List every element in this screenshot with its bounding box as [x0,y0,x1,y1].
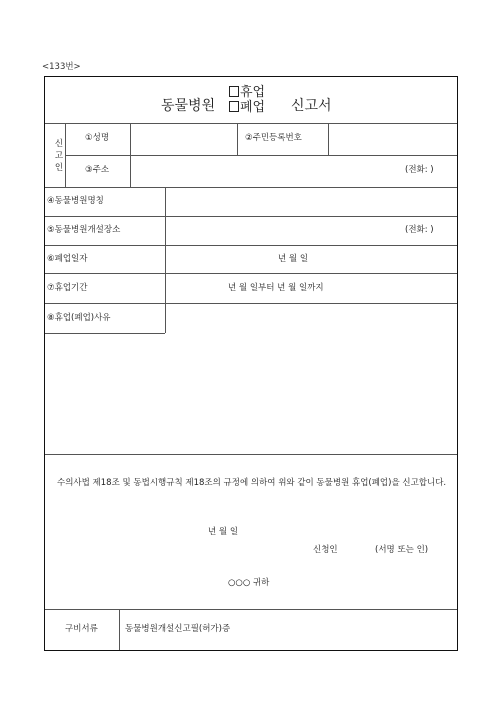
hospital-phone: (전화: ) [405,225,434,235]
resident-no-label: ②주민등록번호 [245,133,302,143]
recipient: ○○○ 귀하 [228,578,270,588]
name-field[interactable] [131,124,236,154]
rule [45,273,457,274]
option-suspension-label: 휴업 [240,85,266,100]
rule [65,123,66,187]
suspension-period-label: ⑦휴업기간 [47,283,88,293]
title-option-suspension[interactable] [229,85,265,100]
hospital-location-label: ⑤동물병원개설장소 [47,225,121,235]
declaration-date[interactable]: 년 월 일 [208,527,239,537]
title-suffix: 신고서 [291,98,332,114]
report-form [44,76,458,651]
address-phone: (전화: ) [405,165,434,175]
option-closure-label: 폐업 [240,100,266,115]
attachments-label: 구비서류 [65,624,98,634]
title-prefix: 동물병원 [161,98,216,114]
declaration-text: 수의사법 제18조 및 동법시행규칙 제18조의 규정에 의하여 위와 같이 동물병원 휴업(폐업)을 신고합니다. [57,478,447,488]
hospital-name-label: ④동물병원명칭 [47,196,104,206]
rule [237,123,238,155]
reporter-label: 신 고 인 [54,139,64,173]
resident-no-field[interactable] [329,124,456,154]
closure-date-field[interactable]: 년 월 일 [278,254,309,264]
checkbox-icon [229,101,239,112]
rule [45,454,457,455]
rule [45,333,165,334]
reason-label: ⑧휴업(폐업)사유 [47,313,111,323]
checkbox-icon [229,86,239,97]
reason-field[interactable] [166,304,456,453]
rule [45,245,457,246]
attachments-value: 동물병원개설신고필(허가)증 [125,624,231,634]
title-options [229,85,265,115]
hospital-name-field[interactable] [166,188,456,215]
rule [119,609,120,650]
suspension-period-field[interactable]: 년 월 일부터 년 월 일까지 [228,283,324,293]
name-label: ①성명 [85,133,110,143]
signature-field[interactable]: (서명 또는 인) [375,545,429,555]
form-number: <133번> [42,62,81,72]
address-field[interactable] [131,156,401,186]
rule [45,609,457,610]
closure-date-label: ⑥폐업일자 [47,254,88,264]
hospital-location-field[interactable] [166,217,396,244]
address-label: ③주소 [85,165,110,175]
title-option-closure[interactable] [229,100,265,115]
applicant-label: 신청인 [313,545,338,555]
